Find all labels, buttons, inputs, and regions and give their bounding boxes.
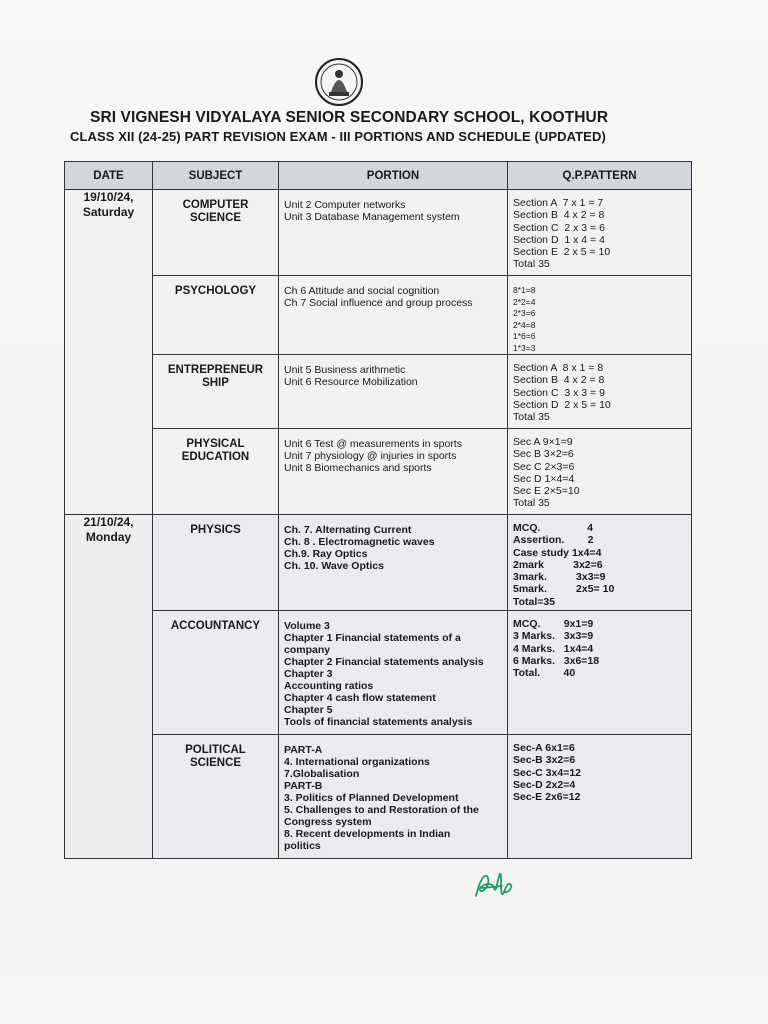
- portion-line: Unit 5 Business arithmetic: [284, 364, 406, 376]
- qp-line: Section D 2 x 5 = 10: [513, 398, 611, 411]
- date-value: 21/10/24,: [83, 515, 134, 529]
- portion-line: Chapter 4 cash flow statement: [284, 692, 436, 704]
- subject-cell: [153, 190, 279, 276]
- subject-line: PHYSICS: [190, 524, 241, 536]
- qp-line: Total 35: [513, 497, 550, 510]
- portion-line: Tools of financial statements analysis: [284, 716, 473, 728]
- qp-cell: [508, 611, 692, 735]
- portion-line: Accounting ratios: [284, 680, 374, 692]
- portion-line: 5. Challenges to and Restoration of the: [284, 804, 479, 816]
- qp-line: Section A 7 x 1 = 7: [513, 197, 604, 209]
- portion-line: PART-B: [284, 780, 323, 792]
- qp-line: Sec-A 6x1=6: [513, 742, 575, 754]
- qp-line: 2*2=4: [513, 296, 536, 307]
- qp-line: 5mark. 2x5= 10: [513, 583, 615, 596]
- portion-line: politics: [284, 840, 321, 852]
- qp-line: 2*4=8: [513, 319, 536, 330]
- header-date: DATE: [65, 162, 153, 190]
- qp-line: Section A 8 x 1 = 8: [513, 362, 604, 374]
- schedule-table: [64, 161, 692, 859]
- subject-line: PHYSICAL: [186, 438, 245, 450]
- qp-line: Section C 3 x 3 = 9: [513, 386, 605, 399]
- portion-line: Chapter 3: [284, 668, 333, 680]
- subject-line: EDUCATION: [181, 451, 250, 463]
- signature-icon: [472, 868, 520, 902]
- qp-cell: [508, 355, 692, 429]
- portion-line: Ch. 8 . Electromagnetic waves: [284, 536, 435, 548]
- qp-line: Case study 1x4=4: [513, 546, 602, 559]
- portion-line: Chapter 2 Financial statements analysis: [284, 656, 484, 668]
- subject-cell: [153, 355, 279, 429]
- subject-line: SCIENCE: [189, 212, 242, 224]
- qp-line: Section C 2 x 3 = 6: [513, 221, 605, 234]
- portion-cell: [279, 276, 508, 355]
- qp-line: Assertion. 2: [513, 534, 594, 547]
- qp-cell: [508, 735, 692, 859]
- subject-cell: [153, 429, 279, 515]
- day-value: Saturday: [82, 205, 135, 219]
- portion-line: Unit 3 Database Management system: [284, 211, 460, 223]
- portion-line: PART-A: [284, 744, 323, 756]
- portion-cell: [279, 190, 508, 276]
- qp-line: Sec-E 2x6=12: [513, 791, 581, 804]
- portion-line: 3. Politics of Planned Development: [284, 792, 459, 804]
- qp-cell: [508, 515, 692, 611]
- portion-line: Congress system: [284, 816, 372, 828]
- table-row: [65, 515, 692, 611]
- school-emblem-icon: [314, 56, 364, 108]
- qp-line: Section B 4 x 2 = 8: [513, 374, 605, 387]
- qp-line: Total 35: [513, 411, 550, 424]
- qp-cell: [508, 429, 692, 515]
- portion-line: Chapter 5: [284, 704, 333, 716]
- qp-cell: [508, 276, 692, 355]
- qp-line: 4 Marks. 1x4=4: [513, 642, 594, 655]
- portion-line: Ch 6 Attitude and social cognition: [284, 285, 440, 297]
- qp-line: Sec B 3×2=6: [513, 448, 574, 461]
- portion-line: Ch.9. Ray Optics: [284, 548, 368, 560]
- qp-line: Sec D 1×4=4: [513, 472, 575, 485]
- portion-line: 4. International organizations: [284, 756, 430, 768]
- subject-cell: [153, 515, 279, 611]
- subject-line: SHIP: [202, 377, 229, 389]
- qp-line: Sec A 9×1=9: [513, 436, 573, 448]
- portion-line: Unit 6 Resource Mobilization: [284, 376, 418, 388]
- portion-cell: [279, 515, 508, 611]
- portion-line: Ch. 10. Wave Optics: [284, 560, 384, 572]
- qp-line: Section D 1 x 4 = 4: [513, 233, 605, 246]
- portion-line: Ch 7 Social influence and group process: [284, 297, 473, 309]
- school-name: SRI VIGNESH VIDYALAYA SENIOR SECONDARY SCHOOL, KOOTHUR: [90, 109, 609, 126]
- qp-line: Sec C 2×3=6: [513, 460, 575, 473]
- portion-line: Unit 2 Computer networks: [284, 199, 406, 211]
- subject-cell: [153, 611, 279, 735]
- table-row: [65, 355, 692, 429]
- exam-title: CLASS XII (24-25) PART REVISION EXAM - III PORTIONS AND SCHEDULE (UPDATED): [70, 129, 606, 144]
- portion-cell: [279, 429, 508, 515]
- portion-line: company: [284, 644, 331, 656]
- date-value: 19/10/24,: [83, 190, 134, 204]
- subject-cell: [153, 276, 279, 355]
- subject-line: PSYCHOLOGY: [174, 285, 257, 297]
- portion-line: Volume 3: [284, 620, 330, 632]
- qp-line: Total. 40: [513, 667, 576, 680]
- qp-line: 3mark. 3x3=9: [513, 571, 606, 584]
- qp-line: MCQ. 4: [513, 522, 593, 534]
- subject-line: SCIENCE: [189, 757, 242, 769]
- qp-line: Total=35: [513, 595, 556, 608]
- table-row: [65, 611, 692, 735]
- qp-cell: [508, 190, 692, 276]
- portion-cell: [279, 611, 508, 735]
- subject-line: POLITICAL: [185, 744, 246, 756]
- portion-cell: [279, 355, 508, 429]
- qp-line: MCQ. 9x1=9: [513, 618, 594, 630]
- qp-line: Total 35: [513, 258, 550, 271]
- table-row: [65, 735, 692, 859]
- subject-line: COMPUTER: [182, 199, 249, 211]
- qp-line: Section E 2 x 5 = 10: [513, 246, 611, 259]
- qp-line: Sec E 2×5=10: [513, 485, 580, 498]
- day-value: Monday: [85, 530, 132, 544]
- qp-line: Sec-D 2x2=4: [513, 778, 576, 791]
- subject-line: ENTREPRENEUR: [167, 364, 264, 376]
- portion-line: 8. Recent developments in Indian: [284, 828, 451, 840]
- date-cell: [65, 515, 153, 859]
- header-subject: SUBJECT: [153, 162, 279, 190]
- header-qp-pattern: Q.P.PATTERN: [508, 162, 692, 190]
- table-header-row: [65, 162, 692, 190]
- qp-line: 1*3=3: [513, 342, 536, 353]
- qp-line: 2mark 3x2=6: [513, 558, 603, 571]
- subject-cell: [153, 735, 279, 859]
- table-row: [65, 429, 692, 515]
- portion-line: 7.Globalisation: [284, 768, 360, 780]
- portion-cell: [279, 735, 508, 859]
- qp-line: 8*1=8: [513, 285, 536, 295]
- header-portion: PORTION: [279, 162, 508, 190]
- date-cell: [65, 190, 153, 515]
- qp-line: 1*6=6: [513, 331, 536, 341]
- qp-line: 3 Marks. 3x3=9: [513, 630, 594, 643]
- portion-line: Unit 8 Biomechanics and sports: [284, 462, 432, 474]
- qp-line: Sec-C 3x4=12: [513, 766, 582, 779]
- portion-line: Unit 7 physiology @ injuries in sports: [284, 450, 457, 462]
- qp-line: Section B 4 x 2 = 8: [513, 209, 605, 222]
- portion-line: Chapter 1 Financial statements of a: [284, 632, 461, 644]
- qp-line: Sec-B 3x2=6: [513, 754, 576, 767]
- qp-line: 6 Marks. 3x6=18: [513, 654, 600, 667]
- table-row: [65, 276, 692, 355]
- portion-line: Unit 6 Test @ measurements in sports: [284, 438, 462, 450]
- portion-line: Ch. 7. Alternating Current: [284, 524, 412, 536]
- qp-line: 2*3=6: [513, 308, 536, 318]
- table-row: [65, 190, 692, 276]
- subject-line: ACCOUNTANCY: [170, 620, 261, 632]
